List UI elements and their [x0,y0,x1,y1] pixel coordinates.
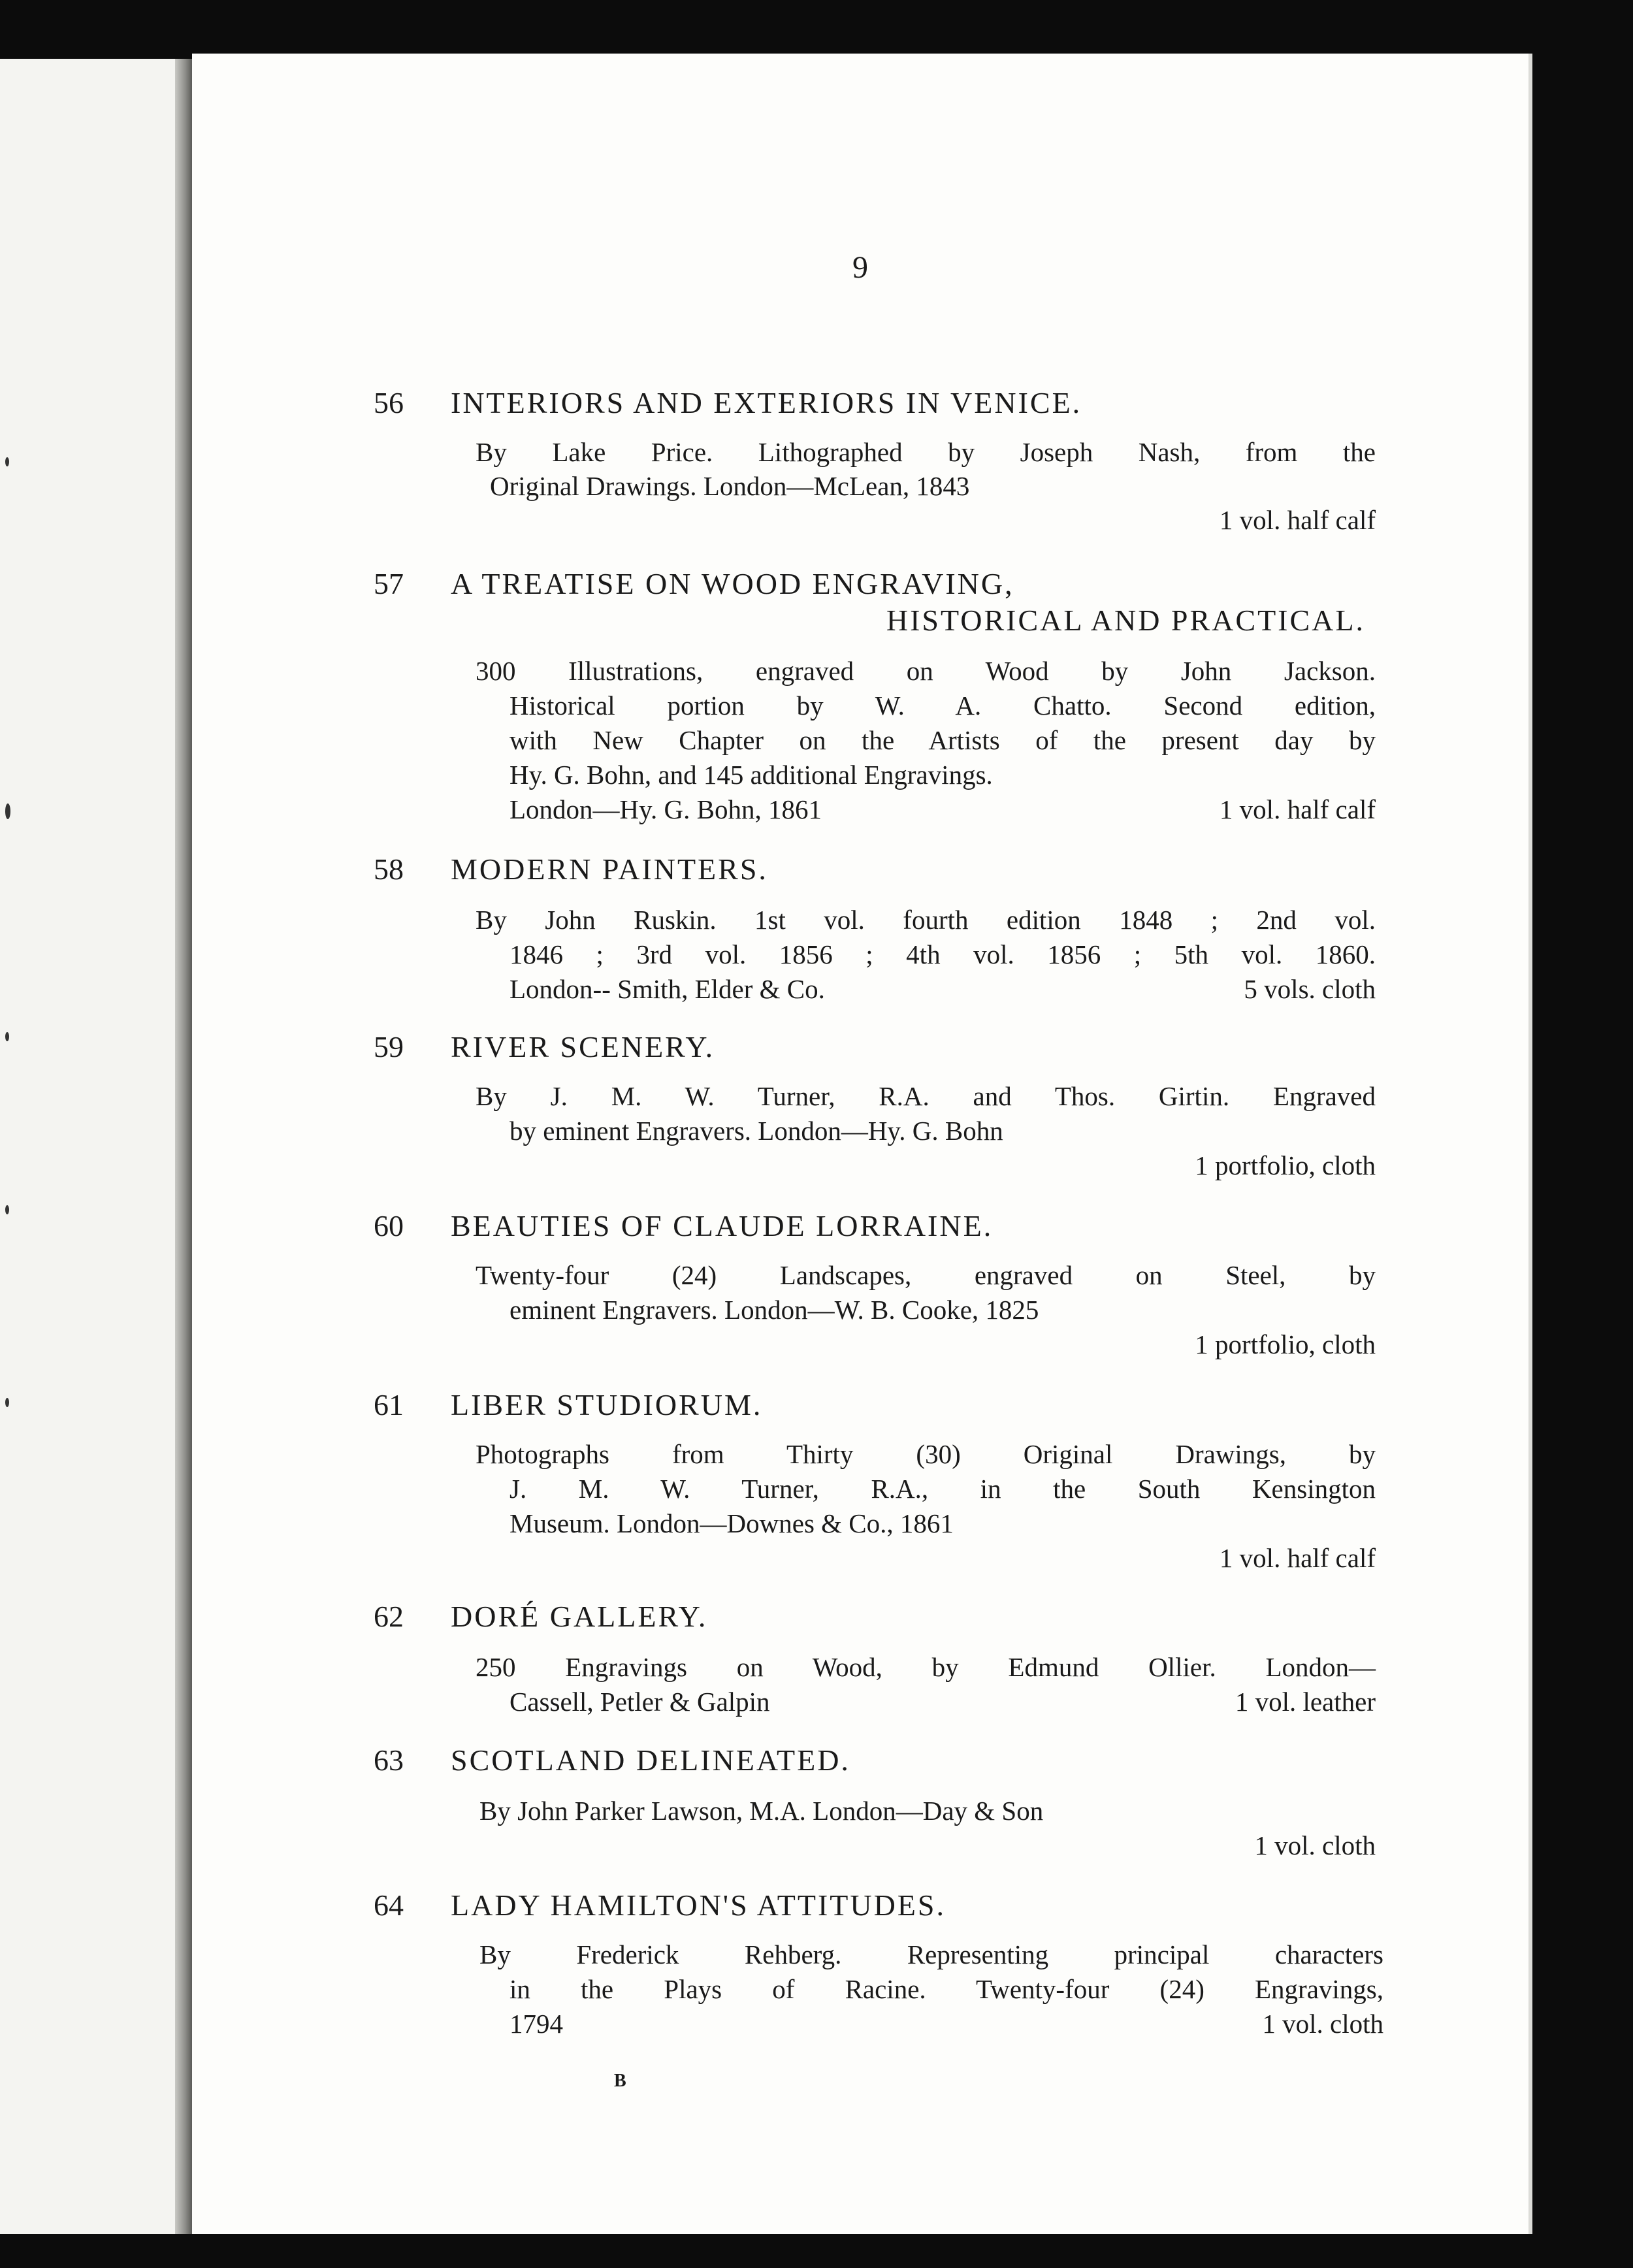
entry-number: 62 [374,1600,404,1633]
entry-description-line: By Frederick Rehberg. Representing principal characters [479,1939,1383,1969]
entry-number: 64 [374,1888,404,1922]
entry-description-line: Hy. G. Bohn, and 145 additional Engravings. [509,760,993,790]
entry-description-line: by eminent Engravers. London—Hy. G. Bohn [509,1116,1003,1146]
entry-description-line: London—Hy. G. Bohn, 1861 [509,794,822,824]
entry-binding: 1 vol. cloth [1262,2009,1383,2039]
speck [5,1398,9,1407]
entry-title: LIBER STUDIORUM. [451,1388,763,1421]
page-number: 9 [852,250,868,285]
entry-description-line: By J. M. W. Turner, R.A. and Thos. Girtin. Engraved [476,1081,1376,1111]
entry-title: LADY HAMILTON'S ATTITUDES. [451,1888,946,1922]
entry-number: 63 [374,1743,404,1777]
entry-title: RIVER SCENERY. [451,1030,715,1063]
entry-description-line: 1846 ; 3rd vol. 1856 ; 4th vol. 1856 ; 5th vol. 1860. [509,939,1376,969]
entry-number: 57 [374,567,404,600]
entry-description-line: in the Plays of Racine. Twenty-four (24) Engravings, [509,1974,1383,2004]
entry-description-line: Historical portion by W. A. Chatto. Second edition, [509,690,1376,721]
facing-page-edge [0,59,183,2234]
entry-number: 58 [374,852,404,886]
signature-mark: B [614,2071,626,2091]
speck [5,457,9,466]
book-gutter [175,59,192,2234]
entry-binding: 1 vol. leather [1235,1687,1376,1717]
entry-binding: 1 vol. half calf [1219,505,1376,535]
entry-description-line: Photographs from Thirty (30) Original Drawings, by [476,1439,1376,1469]
entry-number: 59 [374,1030,404,1063]
entry-binding: 5 vols. cloth [1244,974,1376,1004]
entry-description-line: Original Drawings. London—McLean, 1843 [490,471,970,501]
catalogue-page [192,54,1528,2234]
speck [5,1032,9,1041]
entry-description-line: eminent Engravers. London—W. B. Cooke, 1825 [509,1295,1039,1325]
entry-description-line: By John Parker Lawson, M.A. London—Day & Son [479,1796,1044,1826]
entry-title-line2: HISTORICAL AND PRACTICAL. [886,604,1365,637]
entry-title: INTERIORS AND EXTERIORS IN VENICE. [451,386,1082,419]
entry-description-line: Cassell, Petler & Galpin [509,1687,770,1717]
entry-title: A TREATISE ON WOOD ENGRAVING, [451,567,1014,600]
entry-description-line: J. M. W. Turner, R.A., in the South Kensington [509,1474,1376,1504]
entry-binding: 1 portfolio, cloth [1195,1329,1376,1359]
speck [5,803,10,819]
entry-description-line: By John Ruskin. 1st vol. fourth edition 1848 ; 2nd vol. [476,905,1376,935]
entry-description-line: 1794 [509,2009,563,2039]
entry-description-line: 250 Engravings on Wood, by Edmund Ollier. London— [476,1652,1376,1682]
entry-title: BEAUTIES OF CLAUDE LORRAINE. [451,1209,994,1242]
entry-description-line: 300 Illustrations, engraved on Wood by John Jackson. [476,656,1376,686]
entry-number: 61 [374,1388,404,1421]
entry-title: MODERN PAINTERS. [451,852,768,886]
entry-description-line: London-- Smith, Elder & Co. [509,974,825,1004]
entry-binding: 1 portfolio, cloth [1195,1150,1376,1180]
entry-description-line: By Lake Price. Lithographed by Joseph Nash, from the [476,437,1376,467]
entry-number: 56 [374,386,404,419]
entry-description-line: Twenty-four (24) Landscapes, engraved on Steel, by [476,1260,1376,1290]
entry-binding: 1 vol. cloth [1254,1830,1376,1860]
entry-number: 60 [374,1209,404,1242]
entry-title: SCOTLAND DELINEATED. [451,1743,850,1777]
entry-binding: 1 vol. half calf [1219,794,1376,824]
speck [5,1205,9,1214]
entry-title: DORÉ GALLERY. [451,1600,708,1633]
entry-description-line: Museum. London—Downes & Co., 1861 [509,1508,954,1538]
entry-binding: 1 vol. half calf [1219,1543,1376,1573]
entry-description-line: with New Chapter on the Artists of the present day by [509,725,1376,755]
